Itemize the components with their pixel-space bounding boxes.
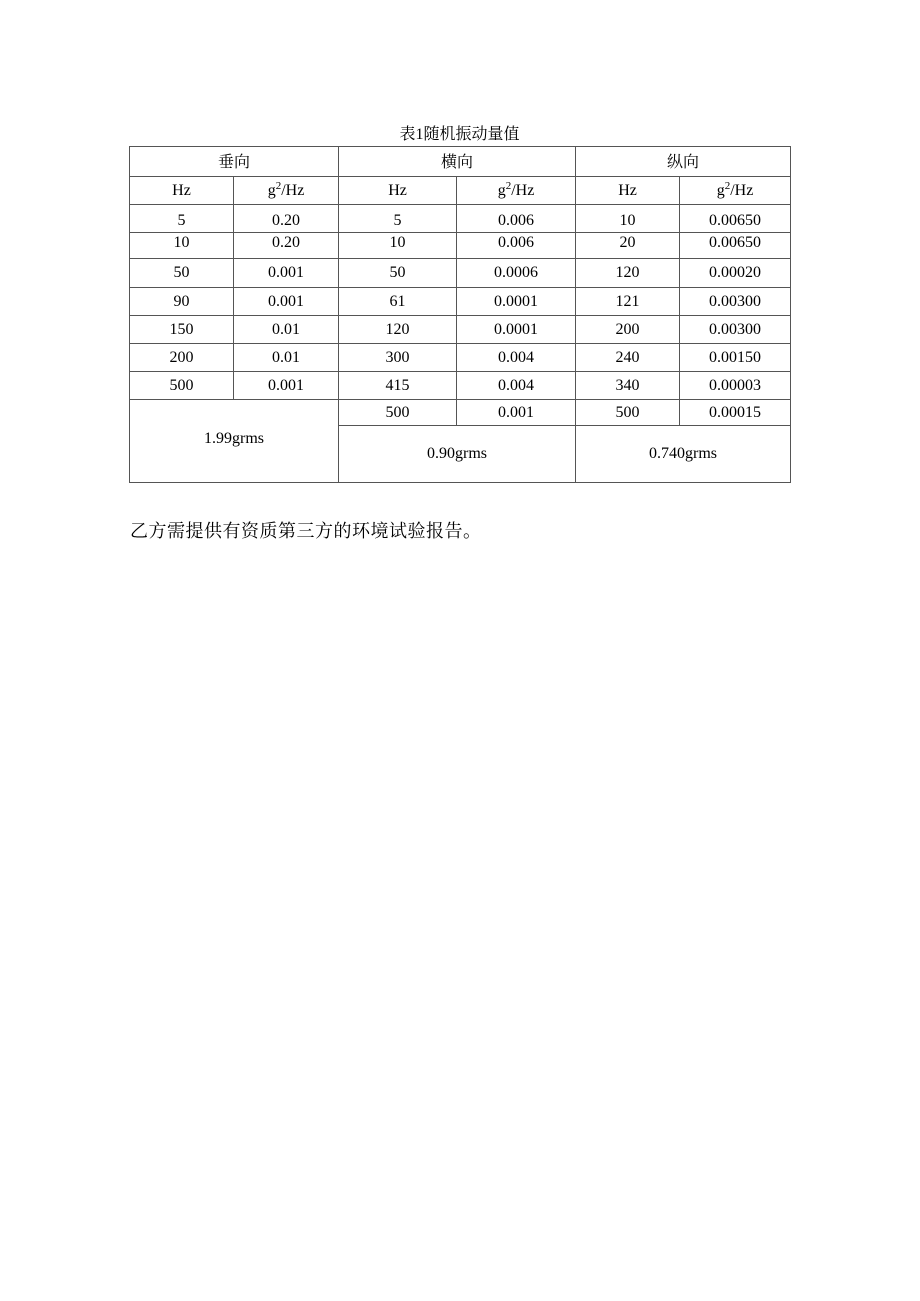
table-cell: 150 (130, 316, 234, 344)
table-cell: 0.0006 (457, 259, 576, 288)
table-cell: 0.006 (457, 233, 576, 259)
table-row (130, 316, 791, 344)
col-hz: Hz (576, 177, 680, 205)
col-hz: Hz (339, 177, 457, 205)
table-cell: 50 (130, 259, 234, 288)
table-cell: 20 (576, 233, 680, 259)
table-caption (129, 123, 790, 146)
table-cell: 0.006 (457, 205, 576, 233)
table-row (130, 259, 791, 288)
table-cell: 90 (130, 288, 234, 316)
table-cell: 0.00150 (680, 344, 791, 372)
table-cell: 500 (576, 400, 680, 426)
table-row (130, 344, 791, 372)
table-cell: 0.00020 (680, 259, 791, 288)
table-row (130, 205, 791, 233)
table-cell: 0.001 (457, 400, 576, 426)
table-cell: 0.001 (234, 259, 339, 288)
table-cell: 0.004 (457, 344, 576, 372)
table-cell: 240 (576, 344, 680, 372)
table-row (130, 372, 791, 400)
col-hz: Hz (130, 177, 234, 205)
table-cell: 0.01 (234, 344, 339, 372)
table-cell: 0.20 (234, 205, 339, 233)
table-cell: 0.01 (234, 316, 339, 344)
table-row (130, 400, 791, 426)
table-row (130, 288, 791, 316)
table-cell: 0.00003 (680, 372, 791, 400)
col-psd: $g^2/Hz$ (457, 177, 576, 205)
table-cell: 300 (339, 344, 457, 372)
table-cell: 0.00650 (680, 205, 791, 233)
table-cell: 0.004 (457, 372, 576, 400)
total-vertical: 1.99grms (130, 400, 339, 483)
table-cell: 0.0001 (457, 288, 576, 316)
table-cell: 5 (339, 205, 457, 233)
table-cell: 500 (339, 400, 457, 426)
table-cell: 0.00300 (680, 288, 791, 316)
unit-header-row (130, 177, 791, 205)
total-longitudinal: 0.740grms (576, 426, 791, 483)
table-cell: 121 (576, 288, 680, 316)
table-cell: 61 (339, 288, 457, 316)
vibration-table (129, 146, 791, 483)
table-cell: 10 (339, 233, 457, 259)
table-cell: 0.00015 (680, 400, 791, 426)
table-cell: 500 (130, 372, 234, 400)
table-cell: 0.00300 (680, 316, 791, 344)
table-cell: 120 (339, 316, 457, 344)
group-header-row (130, 147, 791, 177)
col-psd: $g^2/Hz$ (234, 177, 339, 205)
table-cell: 200 (130, 344, 234, 372)
caption-prefix: 表 (399, 124, 416, 143)
table-cell: 10 (576, 205, 680, 233)
table-cell: 0.0001 (457, 316, 576, 344)
table-cell: 10 (130, 233, 234, 259)
col-psd: $g^2/Hz$ (680, 177, 791, 205)
total-lateral: 0.90grms (339, 426, 576, 483)
table-cell: 50 (339, 259, 457, 288)
table-cell: 415 (339, 372, 457, 400)
table-cell: 0.20 (234, 233, 339, 259)
table-cell: 120 (576, 259, 680, 288)
table-cell: 0.001 (234, 372, 339, 400)
group-longitudinal: 纵向 (576, 147, 791, 177)
requirement-note: 乙方需提供有资质第三方的环境试验报告。 (130, 521, 482, 542)
group-lateral: 横向 (339, 147, 576, 177)
table-cell: 200 (576, 316, 680, 344)
table-row (130, 233, 791, 259)
group-vertical: 垂向 (130, 147, 339, 177)
caption-title: 随机振动量值 (423, 124, 520, 143)
table-cell: 340 (576, 372, 680, 400)
table-cell: 0.00650 (680, 233, 791, 259)
caption-number: 1 (415, 126, 424, 143)
table-cell: 0.001 (234, 288, 339, 316)
table-cell: 5 (130, 205, 234, 233)
